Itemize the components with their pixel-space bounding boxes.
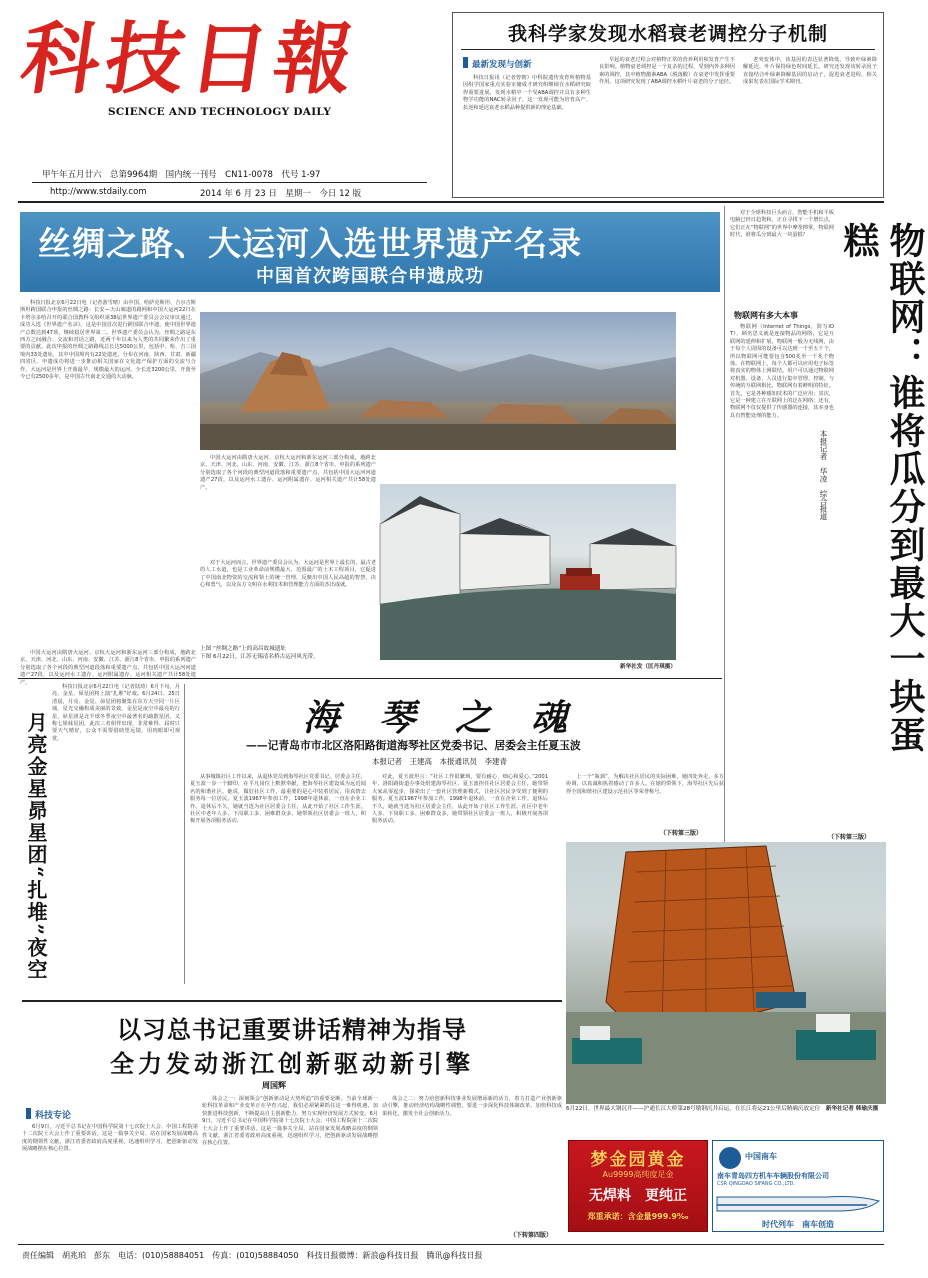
top-story-box — [452, 12, 884, 198]
ship-photo-caption: 6月22日，世界最大钢沉井——沪通长江大桥第28号墩钢沉井启运，在长江将运21公里后精确沉放定位 新华社记者 韩瑜庆摄 — [566, 1106, 879, 1112]
zhejiang-headline-2[interactable]: 全力发动浙江创新驱动新引擎 — [110, 1049, 474, 1078]
masthead — [15, 12, 442, 122]
train-ad-slogan: 时代列车 南车创造 — [762, 1220, 834, 1229]
gold-ad-title: 梦金园黄金 — [590, 1150, 686, 1170]
lead-photo-captions: 上图 “丝绸之路”上的高昌故城遗址 下图 6月22日，江苏无锡清名桥古运河风光带。 — [200, 646, 319, 660]
gold-ad-promise: 郑重承诺：含金量999.9‰ — [587, 1212, 689, 1221]
feature-col-3: 上一个“瓶颈”，为解决社区居民的实际困难，她四处奔走，多方协调，以真诚和执着感动了许多人。在她的带领下，海琴社区先后获得全国和谐社区建设示范社区等荣誉称号。 — [566, 774, 724, 795]
lead-photo-credit: 新华社发（匡丹琪摄） — [620, 664, 676, 670]
commentary-col-1: 6月9日，习近平总书记在中国科学院第十七次院士大会、中国工程院第十二次院士大会上作了重要讲话，这是一篇事关全局、站在国家发展战略高度的纲领性文献。浙江省委省政府高度重视，迅速组织学习，把创新驱动发展战略摆在核心位置。 — [22, 1124, 198, 1153]
zhejiang-author: 周国辉 — [262, 1081, 286, 1090]
website-url[interactable]: http://www.stdaily.com — [50, 187, 147, 197]
gold-ad-line: 无焊料 更纯正 — [589, 1188, 687, 1204]
commentary-col-3: 体会之二：努力给创新科技事业发展增添新的活力，着力打造产业创新驱动引擎，推动经济结构战略性调整。要进一步深化科技体制改革，加快科技成果转化，激发全社会创新活力。 — [382, 1096, 562, 1117]
lead-subhead: 中国首次跨国联合申遗成功 — [256, 266, 484, 287]
section-label-discovery: 最新发现与创新 — [463, 57, 532, 70]
train-ad-en: CSR QINGDAO SIFANG CO.,LTD. — [717, 1181, 796, 1187]
train-ad[interactable] — [712, 1140, 884, 1232]
silk-road-ruins-photo — [200, 312, 676, 450]
feature-title[interactable]: 海琴之魂 — [302, 697, 607, 739]
train-ad-logo-text: 中国南车 — [745, 1152, 777, 1161]
top-story-headline[interactable]: 我科学家发现水稻衰老调控分子机制 — [507, 23, 828, 45]
lead-headline[interactable]: 丝绸之路、大运河入选世界遗产名录 — [38, 224, 582, 263]
train-ad-company: 南车青岛四方机车车辆股份有限公司 — [717, 1172, 829, 1180]
feature-byline: 本报记者 王建高 本报通讯员 李建青 — [372, 757, 507, 766]
feature-col-2: 对此，夏玉波坦言：“社区工作很繁琐，要有耐心、细心和爱心。”2001年，洛阳路街道办事处组建海琴社区，夏玉波担任社区居委会主任，她带领大家从零起步，探索出了一套社区管理新模式，让社区居民享受到了便利的服务。夏玉波1967年参加工作，1998年退休前，一直在企业工作。退休后不久，她就当选为社区居委会主任，从此开始了社区工作生涯。社区中老年人多、下岗职工多、困难群众多，她带领社区居委会一班人，积极开展各项服务活动。 — [372, 774, 548, 825]
commentary-continued: （下转第四版） — [510, 1232, 553, 1239]
iot-section-label: 物联网有多大本事 — [734, 311, 798, 320]
lead-headline-banner — [20, 212, 720, 292]
lead-body-col-2: 中国大运河由隋唐大运河、京杭大运河和浙东运河三部分构成，地跨北京、天津、河北、山东、河南、安徽、江苏、浙江8个省市，申报的系列遗产分别选取了各个河段的典型河道段落和重要遗产点，共包括中国大运河河道遗产27段，以及运河水工遗存、运河附属遗存、运河相关遗产共计58处遗产。 — [200, 455, 376, 491]
top-story-col-2: 早起的衰老过程会对植物正常的营养利用和发育产生不良影响。植物衰老调控是一个复杂的过程，受到内外多种因素的调控，其中植物激素ABA（脱落酸）在衰老中发挥重要作用。这项研究发现了ABA调控水稻叶片衰老的分子途径。 — [599, 57, 735, 86]
csr-logo-icon — [719, 1147, 741, 1169]
iot-intro: 对于全球科技巨头而言，智能手机和平板电脑已经日趋饱和，正在寻找下一个增长点，它们正在“物联网”的世界中摩拳擦掌。物联网时代，谁将瓜分到最大一块蛋糕？ — [730, 210, 834, 239]
footer-editors: 责任编辑 胡兆珀 彭东 电话：(010)58884051 传真：(010)58884050 科技日报微博：新浪@科技日报 腾讯@科技日报 — [22, 1251, 483, 1260]
moon-body: 科技日报北京6月22日电（记者陆琦）6月下旬，月亮、金星、昴星团将上演“扎堆”好戏。6月24日、25日清晨，月亮、金星、昴星团将聚集在东方天空同一片区域，星光交融构成美丽的景致。金星是夜空中最亮的行星，昴星团是北半球冬季夜空中最著名的疏散星团，又称七姐妹星团，此次三者相伴出现，非常难得。届时只要天气晴好，公众不需要借助望远镜，用肉眼即可观赏。 — [52, 684, 180, 742]
feature-col-1: 从事城镇社区工作以来，从退休党员到海琴社区党委书记、居委会主任，夏玉波一步一个脚印，在平凡岗位上默默奉献，把海琴社区建设成为远近闻名的和谐社区。她说，做好社区工作，最重要的是心中装着居民，用真情去服务每一位居民。夏玉波1967年参加工作，1998年退休前，一直在企业工作。退休后不久，她就当选为社区居委会主任，从此开始了社区工作生涯。社区中老年人多、下岗职工多、困难群众多，她带领社区居委会一班人，积极开展各项服务活动。 — [190, 774, 367, 825]
iot-continued: （下转第三版） — [828, 834, 871, 841]
gold-ad[interactable] — [568, 1140, 708, 1232]
lead-body-col-1b: 中国大运河由隋唐大运河、京杭大运河和浙东运河三部分构成，地跨北京、天津、河北、山东、河南、安徽、江苏、浙江8个省市，申报的系列遗产分别选取了各个河段的典型河道段落和重要遗产点，共包括中国大运河河道遗产27段，以及运河水工遗存、运河附属遗存、运河相关遗产共计58处遗产。 — [20, 650, 196, 686]
top-story-col-3: 老突变体中，该基因的表达显著降低，导致叶绿素降解延迟，叶片保持绿色时间延长。研究还发现该转录因子直接结合叶绿素降解基因的启动子，促进衰老进程，相关成果发表在国际学术期刊。 — [743, 57, 877, 86]
gold-ad-sub: Au9999高纯度足金 — [602, 1170, 674, 1179]
feature-continued: （下转第三版） — [660, 830, 703, 837]
grand-canal-photo — [380, 484, 676, 660]
commentary-col-2: 体会之一：深刻领会“创新驱动是大势所趋”的重要论断。当前全球新一轮科技革命和产业变革正在孕育兴起，我们必须紧紧抓住这一难得机遇，加快推进科技创新，不断提高自主创新能力，努力实现经济发展方式转变。6月9日，习近平总书记在中国科学院第十七次院士大会、中国工程院第十二次院士大会上作了重要讲话，这是一篇事关全局、站在国家发展战略高度的纲领性文献。浙江省委省政府高度重视，迅速组织学习，把创新驱动发展战略摆在核心位置。 — [202, 1096, 378, 1147]
top-story-col-1: 科技日报讯（记者曾朝）中科院遗传发育所植物基因组学国家重点实验室储成才研究组继续在水稻研究取得重要进展，发现水稻中一个受ABA调控并具有多种生物学功能的NAC转录因子，这一发现可能为培育高产、抗逆和延迟衰老水稻品种提供新的理论基础。 — [463, 75, 591, 111]
zhejiang-headline-1[interactable]: 以习总书记重要讲话精神为指导 — [117, 1015, 467, 1044]
english-title: SCIENCE AND TECHNOLOGY DAILY — [108, 106, 332, 118]
issue-info: 甲午年五月廿六 总第9964期 国内统一刊号 CN11-0078 代号 1-97 — [42, 170, 321, 180]
newspaper-logo: 科技日報 — [15, 14, 365, 105]
commentary-section-label: 科技专论 — [26, 1108, 71, 1121]
moon-headline[interactable]: 月亮金星昴星团“扎堆”夜空 — [24, 712, 48, 982]
lead-body-col-1: 科技日报北京6月22日电（记者游雪晴）由中国、哈萨克斯坦、吉尔吉斯斯坦跨国联合申报的丝绸之路：长安—天山廊道的路网和中国大运河22日在卡塔尔多哈召开的联合国教科文组织第38届世界遗产委员会会议审议通过，成功入选《世界遗产名录》。这是中国首次进行跨国联合申遗，使中国世界遗产总数达到47项，继续稳居世界第二。世界遗产委员会认为，丝绸之路是东西方之间融合、交流和对话之路，近两千年以来为人类的共同繁荣作出了重要的贡献。此次申报的丝绸之路路线总长达5000公里，包括中、哈、吉三国境内33处遗址，其中中国境内有22处遗迹，分布在河南、陕西、甘肃、新疆四省区。申遗成功将进一步推动相关国家在文化遗产保护方面的交流与合作。大运河是世界上开凿最早、规模最大的运河，全长近3200公里，开凿至今已有2500多年，是中国古代南北交通的大动脉。 — [20, 300, 196, 381]
iot-headline[interactable]: 物联网：谁将瓜分到最大一块蛋糕 — [838, 222, 926, 754]
feature-subtitle: ——记青岛市市北区洛阳路街道海琴社区党委书记、居委会主任夏玉波 — [246, 739, 581, 752]
iot-byline: 本报记者 华凌 综合报道 — [819, 430, 828, 520]
date-line: 2014 年 6 月 23 日 星期一 今日 12 版 — [200, 189, 362, 199]
lead-body-col-2b: 对于大运河而言，世界遗产委员会认为，大运河是世界上最长的、最古老的人工水道，也是工业革命前规模最大、范围最广的土木工程项目，它促进了中国南北物资的交流和领土的统一管理，反映出中国人民高超的智慧、决心和勇气，以及东方文明在水利技术和管理能力方面的杰出成就。 — [200, 560, 377, 589]
steel-caisson-photo — [566, 842, 886, 1104]
bullet-train-image — [717, 1189, 881, 1217]
iot-body: 物联网（Internet of Things，简写IOT），顾名思义就是连接物品的网络，它是互联网的延伸和扩展。物联网一般为无线网，由于每个人周围的设备可以达到一千至五千个，所以物联网可能要包含500兆至一千兆个物体。在物联网上，每个人都可以应用电子标签将真实的物体上网联结。用户可以通过物联网对机器、设备、人员进行集中管理、控制。与传统的互联网相比，物联网有着鲜明的特征。首先，它是各种感知技术的广泛应用；其次，它是一种建立在互联网上的泛在网络；还有，物联网不仅仅提供了传感器的连接，其本身也具有智能处理的能力。 — [730, 324, 834, 419]
